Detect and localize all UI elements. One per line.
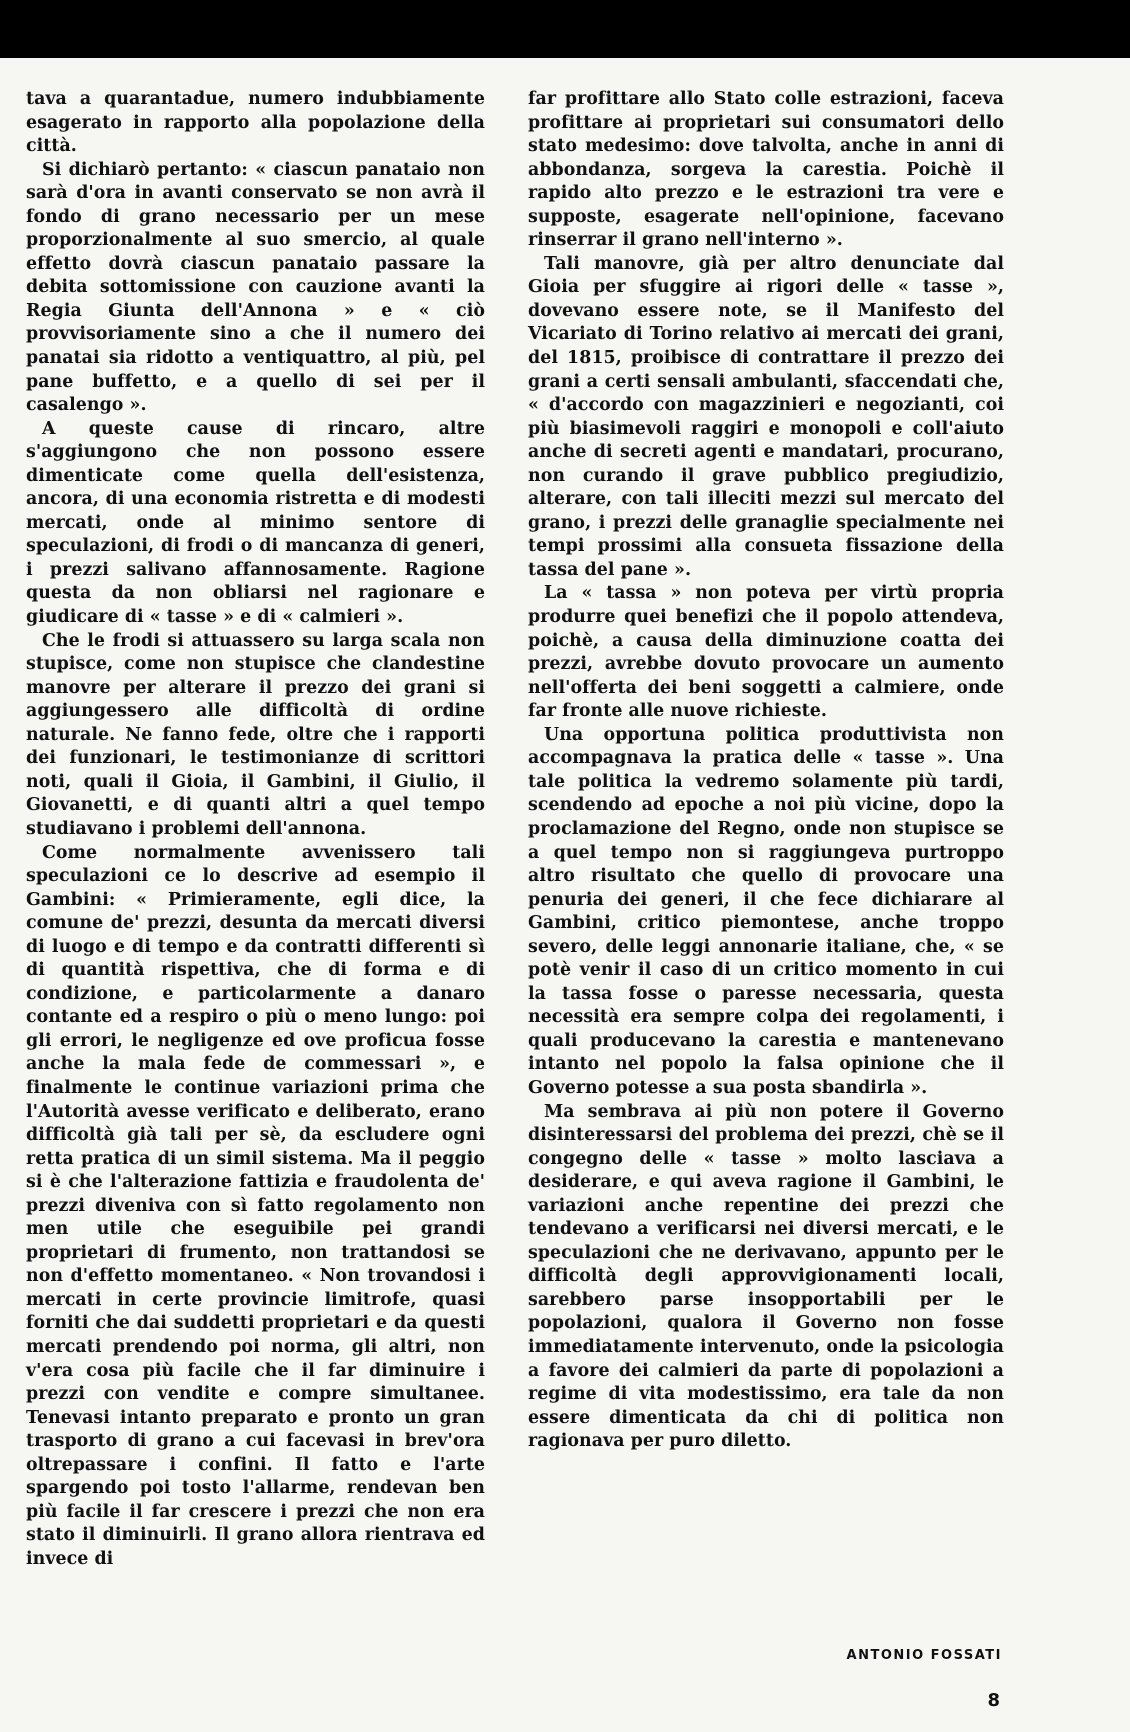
right-column	[528, 88, 1004, 1454]
paragraph: far profittare allo Stato colle estrazioni, faceva profittare ai proprietari sui consumatori dello stato medesimo: dove talvolta, anche in anni di abbondanza, sorgeva la carestia. Poichè il rapido alto prezzo e le estrazioni tra vere e supposte, esagerate nell'opinione, facevano rinserrar il grano nell'interno ».	[528, 89, 1004, 251]
scan-dark-corner	[0, 0, 160, 62]
page-number: 8	[987, 1690, 1000, 1711]
paragraph: Si dichiarò pertanto: « ciascun panataio non sarà d'ora in avanti conservato se non avrà il fondo di grano necessario per un mese proporzionalmente al suo smercio, al quale effetto dovrà ciascun panataio passare la debita sottomissione con cauzione avanti la Regia Giunta dell'Annona » e « ciò provvisoriamente sino a che il numero dei panatai sia ridotto a ventiquattro, al più, pel pane buffetto, e a quello di sei per il casalengo ».	[26, 159, 485, 416]
paragraph: La « tassa » non poteva per virtù propria produrre quei benefizi che il popolo attendeva, poichè, a causa della diminuzione coatta dei prezzi, avrebbe dovuto provocare un aumento nell'offerta dei beni soggetti a calmiere, onde far fronte alle nuove richieste.	[528, 583, 1004, 722]
paragraph: Ma sembrava ai più non potere il Governo disinteressarsi del problema dei prezzi, chè se il congegno delle « tasse » molto lasciava a desiderare, e qui aveva ragione il Gambini, le variazioni anche repentine dei prezzi che tendevano a verificarsi nei diversi mercati, e le speculazioni che ne derivavano, appunto per le difficoltà degli approvvigionamenti locali, sarebbero parse insopportabili per le popolazioni, qualora il Governo non fosse immediatamente intervenuto, onde la psicologia a favore dei calmieri da parte di popolazioni a regime di vita modestissimo, era tale da non essere dimenticata da chi di politica non ragionava per puro diletto.	[528, 1101, 1004, 1452]
paragraph: Che le frodi si attuassero su larga scala non stupisce, come non stupisce che clandestine manovre per alterare il prezzo dei grani si aggiungessero alle difficoltà di ordine naturale. Ne fanno fede, oltre che i rapporti dei funzionari, le testimonianze di scrittori noti, quali il Gioia, il Gambini, il Giulio, il Giovanetti, e di quanti altri a quel tempo studiavano i problemi dell'annona.	[26, 630, 485, 839]
paragraph: tava a quarantadue, numero indubbiamente esagerato in rapporto alla popolazione della città.	[26, 89, 485, 157]
paragraph: Una opportuna politica produttivista non accompagnava la pratica delle « tasse ». Una tale politica la vedremo solamente più tardi, scendendo ad epoche a noi più vicine, dopo la proclamazione del Regno, onde non stupisce se a quel tempo non si raggiungeva purtroppo altro risultato che quello di provocare una penuria dei generi, il che fece dichiarare al Gambini, critico piemontese, anche troppo severo, delle leggi annonarie italiane, che, « se potè venir il caso di un critico momento in cui la tassa fosse o paresse necessaria, questa necessità era sempre colpa dei regolamenti, i quali producevano la carestia e mantenevano intanto nel popolo la falsa opinione che il Governo potesse a sua posta sbandirla ».	[528, 724, 1004, 1098]
author-signature: ANTONIO FOSSATI	[846, 1648, 1002, 1663]
paragraph: A queste cause di rincaro, altre s'aggiungono che non possono essere dimenticate come quella dell'esistenza, ancora, di una economia ristretta e di modesti mercati, onde al minimo sentore di speculazioni, di frodi o di mancanza di generi, i prezzi salivano affannosamente. Ragione questa da non obliarsi nel ragionare e giudicare di « tasse » e di « calmieri ».	[26, 418, 485, 628]
left-column	[26, 88, 485, 1571]
paragraph: Come normalmente avvenissero tali speculazioni ce lo descrive ad esempio il Gambini: « Primieramente, egli dice, la comune de' prezzi, desunta da mercati diversi di luogo e di tempo e da contratti differenti sì di quantità rispettiva, che di forma e di condizione, e particolarmente a danaro contante ed a respiro o più o meno lungo: poi gli errori, le negligenze ed ove proficua fosse anche la mala fede de commessari », e finalmente le continue variazioni prima che l'Autorità avesse verificato e deliberato, erano difficoltà già tali per sè, da escludere ogni retta pratica di un simil sistema. Ma il peggio si è che l'alterazione fattizia e fraudolenta de' prezzi diveniva con sì fatto regolamento non men utile che eseguibile pei grandi proprietari di frumento, non trattandosi se non d'effetto momentaneo. « Non trovandosi i mercati in certe provincie limitrofe, quasi forniti che dai suddetti proprietari e da questi mercati prendendo poi norma, gli altri, non v'era cosa più facile che il far diminuire i prezzi con vendite e compre simultanee. Tenevasi intanto preparato e pronto un gran trasporto di grano a cui facevasi in brev'ora oltrepassare i confini. Il fatto e l'arte spargendo poi tosto l'allarme, rendevan ben più facile il far crescere i prezzi che non era stato il diminuirli. Il grano allora rientrava ed invece di	[26, 842, 485, 1569]
paragraph: Tali manovre, già per altro denunciate dal Gioia per sfuggire ai rigori delle « tasse », dovevano essere note, se il Manifesto del Vicariato di Torino relativo ai mercati dei grani, del 1815, proibisce di contrattare il prezzo dei grani a certi sensali ambulanti, sfaccendati che, « d'accordo con magazzinieri e negozianti, coi più biasimevoli raggiri e monopoli e coll'aiuto anche di secreti agenti e mandatari, procurano, non curando il grave pubblico pregiudizio, alterare, con tali illeciti mezzi sul mercato del grano, i prezzi delle granaglie specialmente nei tempi prossimi alla consueta fissazione della tassa del pane ».	[528, 253, 1004, 580]
